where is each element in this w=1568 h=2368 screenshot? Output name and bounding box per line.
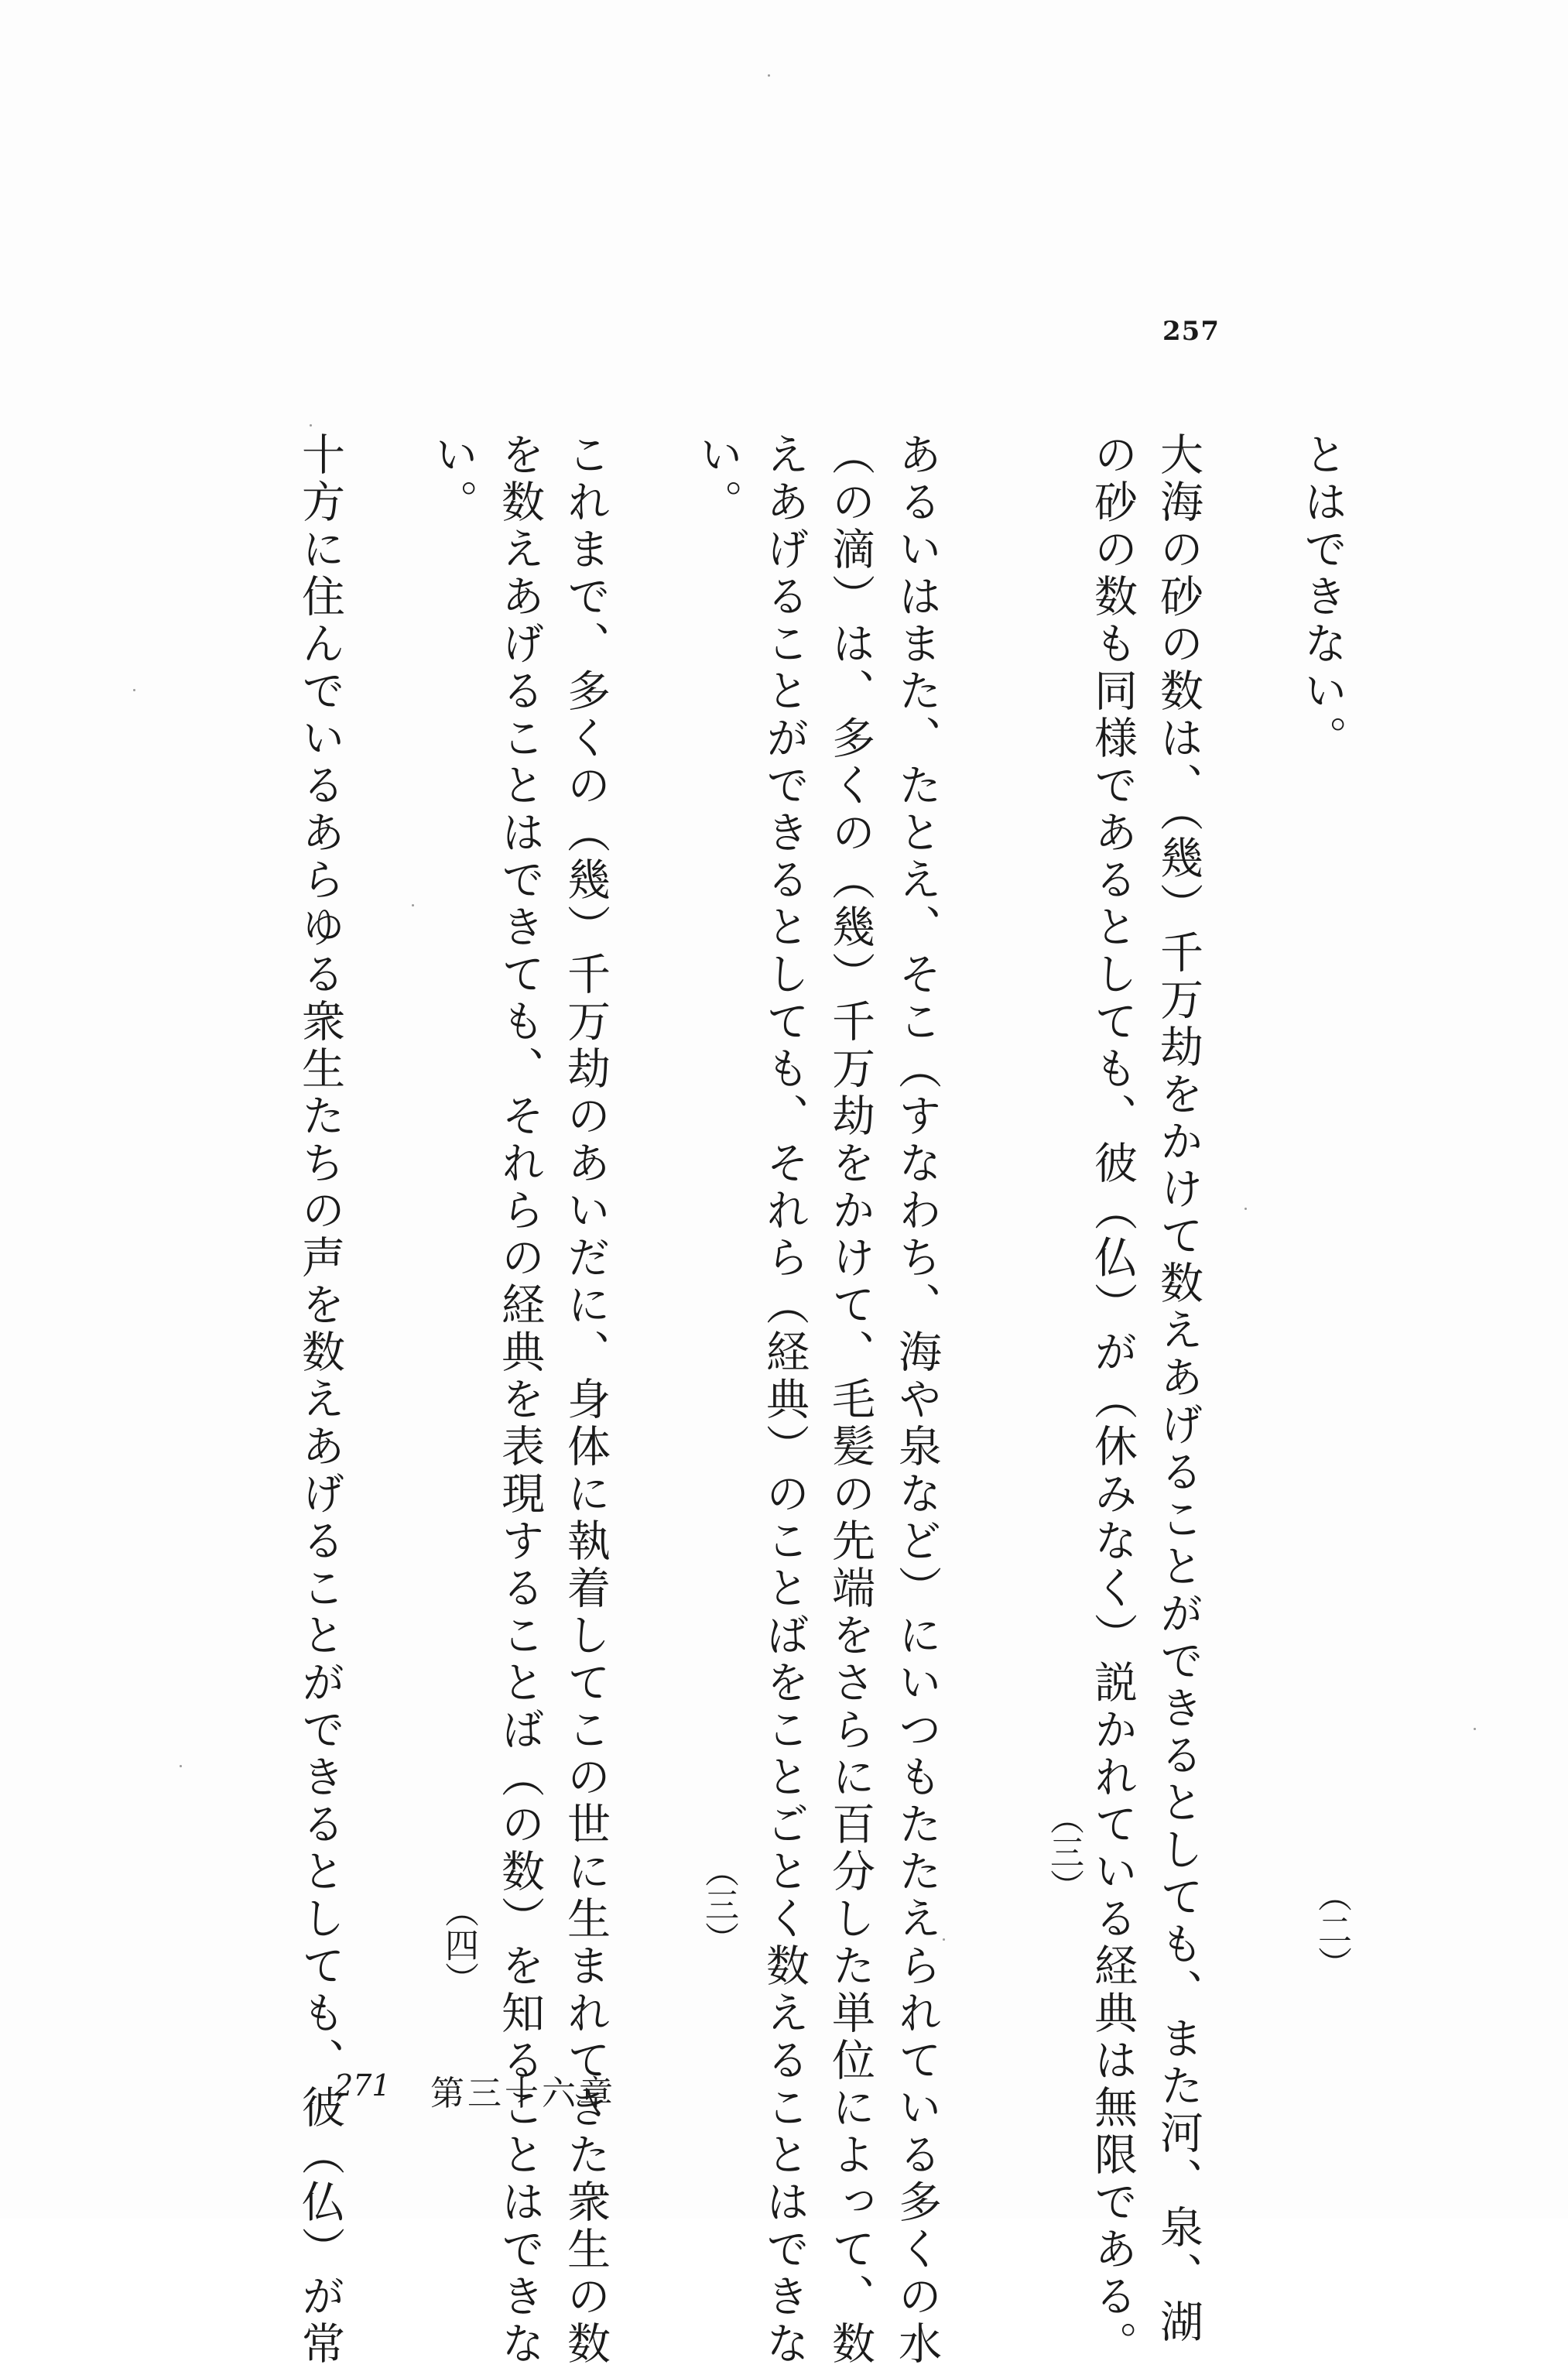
footer-chapter-title: 第三十六章 xyxy=(430,2074,616,2113)
scan-speck xyxy=(1244,1208,1247,1210)
verse-number: （三） xyxy=(699,1853,738,1955)
verse-number: （二） xyxy=(1312,1878,1351,1980)
scan-speck xyxy=(768,74,770,77)
scan-speck xyxy=(412,904,414,906)
text-column-5: （の滴）は、多くの（幾）千万劫をかけて、毛髪の先端をさらに百分した単位によって、数 xyxy=(825,432,875,2368)
text-column-4: あるいはまた、たとえ、そこ（すなわち、海や泉など）にいつもたたえられている多くの水 xyxy=(892,432,942,2368)
scan-speck xyxy=(310,424,312,427)
text-column-7: い。 xyxy=(693,432,743,526)
footer-page-number: 271 xyxy=(334,2068,391,2102)
scan-speck xyxy=(943,1938,945,1941)
scan-speck xyxy=(1474,1728,1476,1730)
text-column-10: い。 xyxy=(428,432,478,526)
text-column-1: とはできない。 xyxy=(1297,432,1347,762)
text-column-11: 十方に住んでいるあらゆる衆生たちの声を数えあげることができるとしても、彼（仏）が常 xyxy=(295,432,345,2368)
text-column-2: 大海の砂の数は、（幾）千万劫をかけて数えあげることができるとしても、また河、泉、湖 xyxy=(1153,432,1203,2346)
text-column-8: これまで、多くの（幾）千万劫のあいだに、身体に執着してこの世に生まれてきた衆生の数 xyxy=(560,432,611,2368)
verse-number: （三） xyxy=(1044,1801,1084,1903)
text-column-6: えあげることができるとしても、それら（経典）のことばをことごとく数えることはできな xyxy=(759,432,810,2368)
scan-speck xyxy=(180,1765,182,1767)
page-number: 257 xyxy=(1162,316,1220,347)
text-column-3: の砂の数も同様であるとしても、彼（仏）が（休みなく）説かれている経典は無限である。 xyxy=(1087,432,1138,2368)
text-column-9: を数えあげることはできても、それらの経典を表現することば（の数）を知ることはできな xyxy=(495,432,545,2368)
verse-number: （四） xyxy=(439,1893,478,1996)
scan-speck xyxy=(133,689,135,691)
